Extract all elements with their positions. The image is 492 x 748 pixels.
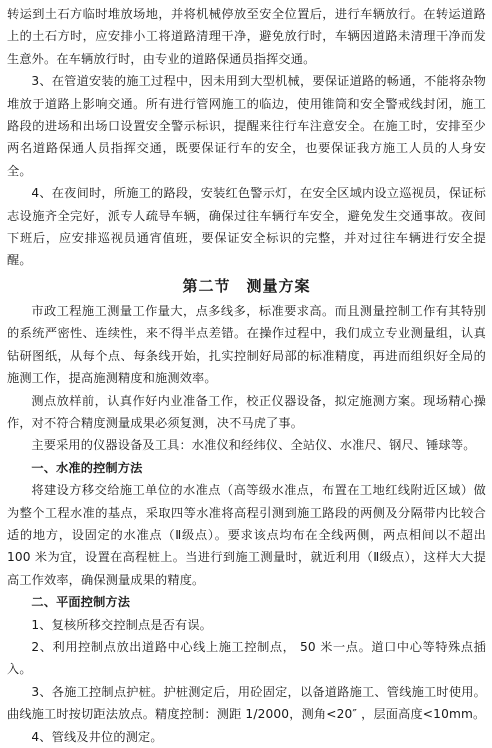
paragraph-night-safety: 4、在夜间时，所施工的路段，安装红色警示灯，在安全区域内设立巡视员，保证标志设施齐全完好，派专人疏导车辆，确保过往车辆行车安全，避免发生交通事故。夜间下班后，应安排巡视员通宵值班，要保证安全标识的完整，并对过往车辆进行安全提醒。 <box>7 186 486 268</box>
list-item-pipeline-wells: 4、管线及井位的测定。 <box>31 729 163 744</box>
subheading-level-control: 一、水准的控制方法 <box>31 460 143 475</box>
list-item-centerline-points: 2、利用控制点放出道路中心线上施工控制点， 50 米一点。道口中心等特殊点插入。 <box>7 639 486 677</box>
list-item-verify-points: 1、复核所移交控制点是否有误。 <box>31 617 213 632</box>
list-item-guard-stakes: 3、各施工控制点护桩。护桩测定后，用砼固定，以备道路施工、管线施工时使用。曲线施工时按切距法放点。精度控制：测距 1/2000，测角<20″ ，层面高度<10mm。 <box>7 684 486 722</box>
paragraph-level-control: 将建设方移交给施工单位的水准点（高等级水准点，布置在工地红线附近区域）做为整个工程水准的基点，采取四等水准将高程引测到施工路段的两侧及分隔带内比较合适的地方，设固定的水准点（Ⅱ级点）。要求该点均布在全线两侧，两点相间以不超出 100 米为宜，设置在高程桩上。当进行到施工测量时，就近利用（Ⅱ级点），这样大大提高工作效率，确保测量成果的精度。 <box>7 483 486 587</box>
paragraph-survey-intro: 市政工程施工测量工作量大，点多线多，标准要求高。而且测量控制工作有其特别的系统严密性、连续性，来不得半点差错。在操作过程中，我们成立专业测量组，认真钻研图纸，从每个点、每条线开始，扎实控制好局部的标准精度，再进而组织好全局的施测工作，提高施测精度和施测效率。 <box>7 303 486 386</box>
paragraph-survey-preparation: 测点放样前，认真作好内业准备工作，校正仪器设备，拟定施测方案。现场精心操作，对不符合精度测量成果必须复测，决不马虎了事。 <box>7 393 486 430</box>
section-heading: 第二节 测量方案 <box>182 276 311 295</box>
paragraph-traffic-diversion-continued: 转运到土石方临时堆放场地，并将机械停放至安全位置后，进行车辆放行。在转运道路上的土石方时，应安排小工将道路清理干净，避免放行时，车辆因道路未清理干净而发生意外。在车辆放行时，由专业的道路保通员指挥交通。 <box>7 7 486 66</box>
paragraph-instruments: 主要采用的仪器设备及工具：水准仪和经纬仪、全站仪、水准尺、钢尺、锤球等。 <box>31 438 476 453</box>
subheading-plane-control: 二、平面控制方法 <box>31 595 131 610</box>
paragraph-pipeline-traffic: 3、在管道安装的施工过程中，因未用到大型机械，要保证道路的畅通，不能将杂物堆放于道路上影响交通。所有进行管网施工的临边，使用锥筒和安全警戒线封闭，施工路段的进场和出场口设置安全警示标识，提醒来往行车注意安全。在施工时，安排至少两名道路保通人员指挥交通，既要保证行车的安全，也要保证我方施工人员的人身安全。 <box>7 74 486 178</box>
